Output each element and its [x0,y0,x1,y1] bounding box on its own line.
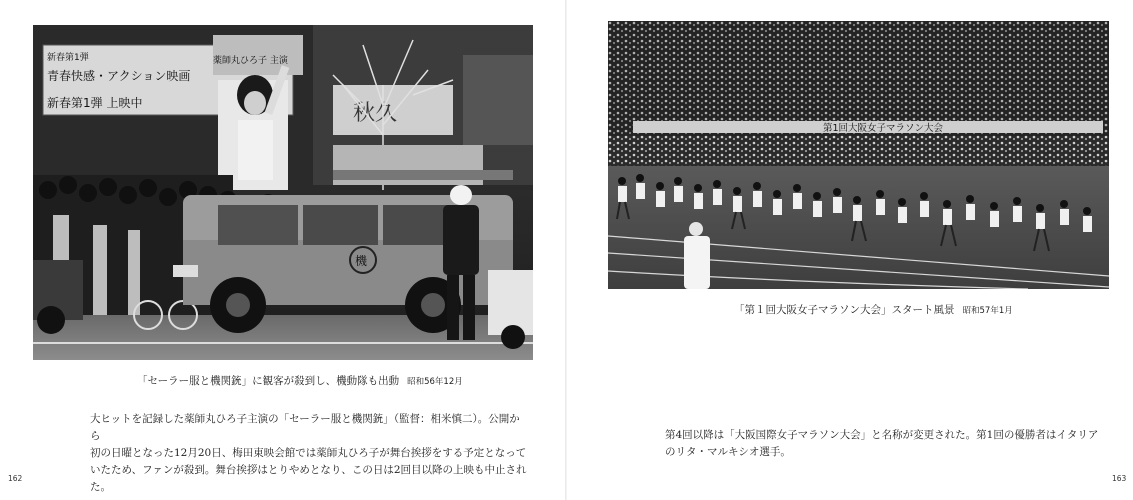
vehicle-emblem: 機 [355,254,368,268]
marathon-banner: 第1回大阪女子マラソン大会 [823,123,944,134]
left-body-line: いたため、ファンが殺到。舞台挨拶はとりやめとなり、この日は2回目以降の上映も中止された。 [90,464,527,493]
left-page-number: 162 [8,474,23,483]
banner-star: 薬師丸ひろ子 主演 [213,56,288,66]
theater-crowd-photo [33,25,533,360]
theater-crowd-illustration [33,25,533,360]
marathon-start-illustration [608,21,1109,289]
right-caption [734,302,1013,317]
right-body-text [665,427,1105,461]
left-caption-text: 「セーラー服と機関銃」に観客が殺到し、機動隊も出動 [137,375,400,387]
banner-action: 青春快感・アクション映画 [47,69,191,83]
left-body-line: 初の日曜となった12月20日、梅田東映会館では薬師丸ひろ子が舞台挨拶をする予定となって [90,447,527,459]
right-body-line: 第4回以降は「大阪国際女子マラソン大会」と名称が変更された。第1回の優勝者はイタリア [665,429,1099,441]
left-body-line: 大ヒットを記録した薬師丸ひろ子主演の「セーラー服と機関銃」（監督：相米慎二）。公開から [90,413,520,442]
left-page [0,0,566,500]
right-caption-text: 「第１回大阪女子マラソン大会」スタート風景 [734,304,955,316]
banner-new-year: 新春第1弾 [47,53,89,63]
left-body-text [90,411,530,496]
marathon-start-photo [608,21,1109,289]
left-caption-date: 昭和56年12月 [407,377,463,387]
right-page [567,0,1133,500]
right-caption-date: 昭和57年1月 [962,306,1013,316]
left-caption [137,373,463,388]
right-page-number: 163 [1112,474,1127,483]
right-body-line: のリタ・マルキシオ選手。 [665,446,791,458]
banner-showing: 新春第1弾 上映中 [47,96,143,110]
svg-text:秋久: 秋久 [353,101,398,126]
